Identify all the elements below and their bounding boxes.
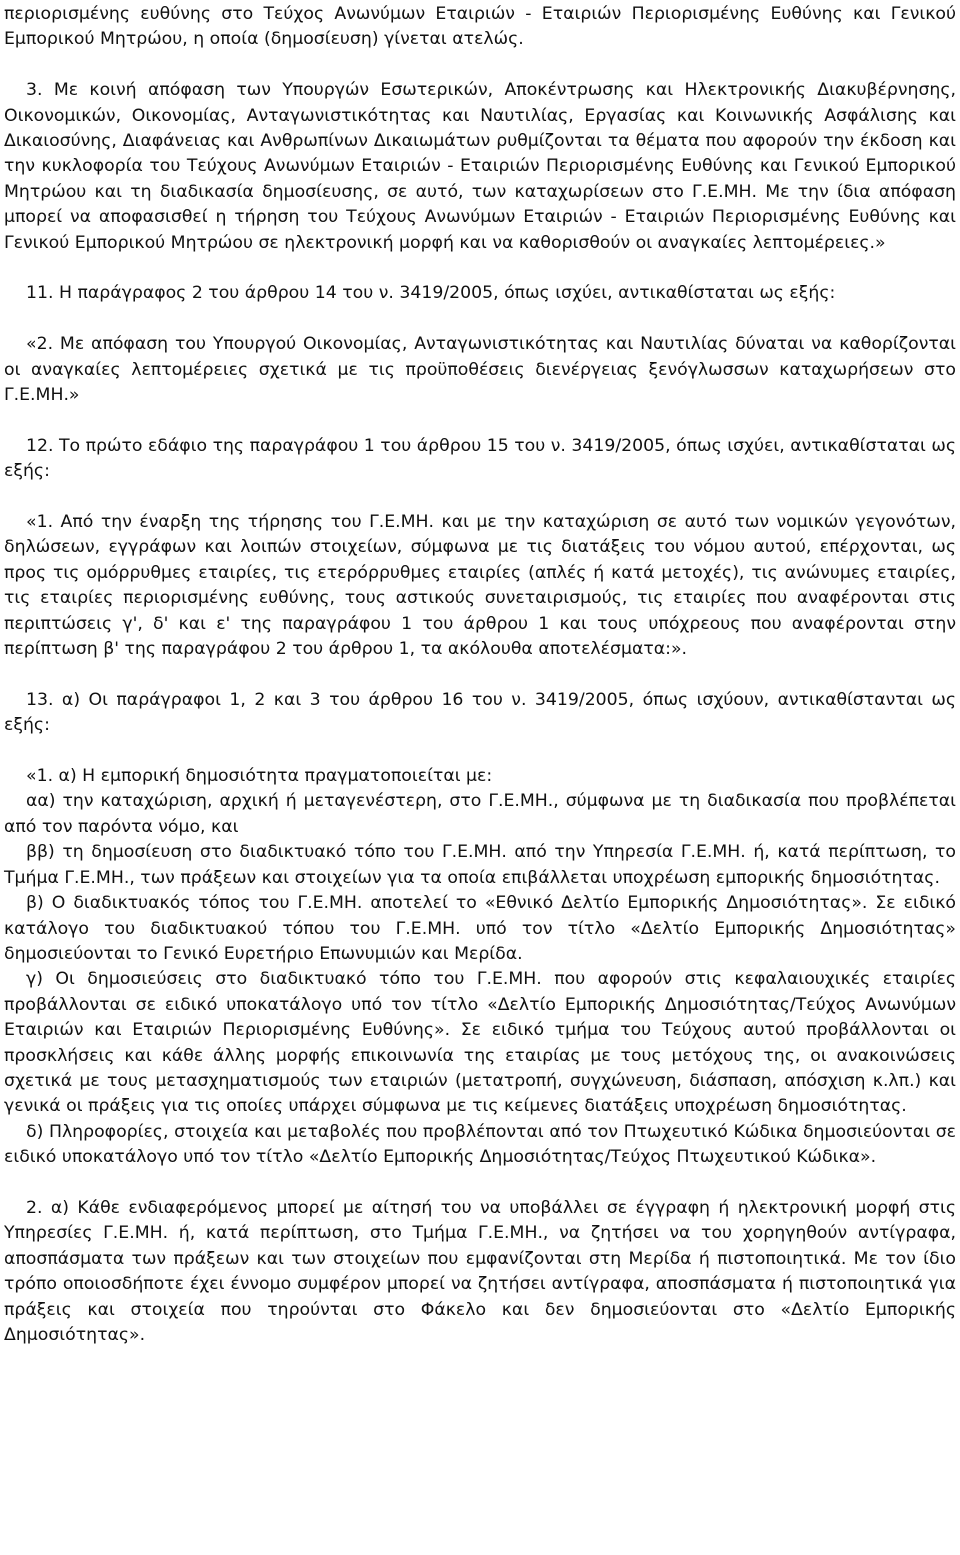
paragraph-13-b: β) Ο διαδικτυακός τόπος του Γ.Ε.ΜΗ. αποτελεί το «Εθνικό Δελτίο Εμπορικής Δημοσιότητας». Σε ειδικό κατάλογο του διαδικτυακού τόπου του Γ.Ε.ΜΗ. υπό τον τίτλο «Δελτίο Εμπορικής Δημοσιότητας» δημοσιεύονται το Γενικό Ευρετήριο Επωνυμιών και Μερίδα. [4, 893, 956, 964]
paragraph-3: 3. Με κοινή απόφαση των Υπουργών Εσωτερικών, Αποκέντρωσης και Ηλεκτρονικής Διακυβέρνησης, Οικονομικών, Οικονομίας, Ανταγωνιστικότητας και Ναυτιλίας, Εργασίας και Κοινωνικής Ασφάλισης και Δικαιοσύνης, Διαφάνειας και Ανθρωπίνων Δικαιωμάτων ρυθμίζονται τα θέματα που αφορούν την έκδοση και την κυκλοφορία του Τεύχους Ανωνύμων Εταιριών - Εταιριών Περιορισμένης Ευθύνης και Γενικού Εμπορικού Μητρώου και τη διαδικασία δημοσίευσης, σε αυτό, των καταχωρίσεων στο Γ.Ε.ΜΗ. Με την ίδια απόφαση μπορεί να αποφασισθεί η τήρηση του Τεύχους Ανωνύμων Εταιριών - Εταιριών Περιορισμένης Ευθύνης και Γενικού Εμπορικού Μητρώου σε ηλεκτρονική μορφή και να καθορισθούν οι αναγκαίες λεπτομέρειες.» [4, 80, 956, 253]
paragraph-13-c: γ) Οι δημοσιεύσεις στο διαδικτυακό τόπο του Γ.Ε.ΜΗ. που αφορούν στις κεφαλαιουχικές εταιρίες προβάλλονται σε ειδικό υποκατάλογο υπό τον τίτλο «Δελτίο Εμπορικής Δημοσιότητας/Τεύχος Ανωνύμων Εταιριών και Εταιριών Περιορισμένης Ευθύνης». Σε ειδικό τμήμα του Τεύχους αυτού προβάλλονται οι προσκλήσεις και κάθε άλλης μορφής επικοινωνία της εταιρίας με τους μετόχους της, οι ανακοινώσεις σχετικά με τους μετασχηματισμούς των εταιριών (μετατροπή, συγχώνευση, διάσπαση, απόσχιση κ.λπ.) και γενικά οι πράξεις για τις οποίες υπάρχει σύμφωνα με τις κείμενες διατάξεις υποχρέωση δημοσιότητας. [4, 969, 956, 1117]
paragraph-quote-1: «1. Από την έναρξη της τήρησης του Γ.Ε.ΜΗ. και με την καταχώριση σε αυτό των νομικών γεγονότων, δηλώσεων, εγγράφων και λοιπών στοιχείων, σύμφωνα με τις διατάξεις του νόμου αυτού, επέρχονται, ως προς τις ομόρρυθμες εταιρίες, τις ετερόρρυθμες εταιρίες (απλές ή κατά μετοχές), τις ανώνυμες εταιρίες, τις εταιρίες περιορισμένης ευθύνης, τους αστικούς συνεταιρισμούς, τις εταιρίες που αναφέρονται στις περιπτώσεις γ', δ' και ε' της παραγράφου 1 του άρθρου 1 και τους υπόχρεους που αναφέρονται στην περίπτωση β' της παραγράφου 2 του άρθρου 1, τα ακόλουθα αποτελέσματα:». [4, 512, 956, 660]
paragraph-11: 11. Η παράγραφος 2 του άρθρου 14 του ν. 3419/2005, όπως ισχύει, αντικαθίσταται ως εξής: [26, 283, 836, 304]
paragraph-13: 13. α) Οι παράγραφοι 1, 2 και 3 του άρθρου 16 του ν. 3419/2005, όπως ισχύουν, αντικαθίστανται ως εξής: [4, 689, 956, 736]
paragraph-continuation: περιορισμένης ευθύνης στο Τεύχος Ανωνύμων Εταιριών - Εταιριών Περιορισμένης Ευθύνης και Γενικού Εμπορικού Μητρώου, η οποία (δημοσίευση) γίνεται ατελώς. [4, 4, 956, 50]
paragraph-13-d: δ) Πληροφορίες, στοιχεία και μεταβολές που προβλέπονται από τον Πτωχευτικό Κώδικα δημοσιεύονται σε ειδικό υποκατάλογο υπό τον τίτλο «Δελτίο Εμπορικής Δημοσιότητας/Τεύχος Πτωχευτικού Κώδικα». [4, 1121, 956, 1168]
paragraph-2a: 2. α) Κάθε ενδιαφερόμενος μπορεί με αίτησή του να υποβάλλει σε έγγραφη ή ηλεκτρονική μορφή στις Υπηρεσίες Γ.Ε.ΜΗ. ή, κατά περίπτωση, στο Τμήμα Γ.Ε.ΜΗ., να ζητήσει να του χορηγηθούν αντίγραφα, αποσπάσματα των πράξεων και των στοιχείων που εμφανίζονται στη Μερίδα ή πιστοποιητικά. Με τον ίδιο τρόπο οποιοσδήποτε έχει έννομο συμφέρον μπορεί να ζητήσει αντίγραφα, αποσπάσματα ή πιστοποιητικά για πράξεις και στοιχεία που τηρούνται στο Φάκελο και δεν δημοσιεύονται στο «Δελτίο Εμπορικής Δημοσιότητας». [4, 1197, 956, 1345]
paragraph-13-1a: «1. α) Η εμπορική δημοσιότητα πραγματοποιείται με: [26, 766, 493, 787]
paragraph-13-bb: ββ) τη δημοσίευση στο διαδικτυακό τόπο του Γ.Ε.ΜΗ. από την Υπηρεσία Γ.Ε.ΜΗ. ή, κατά περίπτωση, το Τμήμα Γ.Ε.ΜΗ., των πράξεων και στοιχείων για τα οποία επιβάλλεται υποχρέωση εμπορικής δημοσιότητας. [4, 842, 956, 888]
paragraph-12: 12. Το πρώτο εδάφιο της παραγράφου 1 του άρθρου 15 του ν. 3419/2005, όπως ισχύει, αντικαθίσταται ως εξής: [4, 435, 956, 482]
paragraph-13-aa: αα) την καταχώριση, αρχική ή μεταγενέστερη, στο Γ.Ε.ΜΗ., σύμφωνα με τη διαδικασία που προβλέπεται από τον παρόντα νόμο, και [4, 791, 956, 837]
paragraph-quote-2: «2. Με απόφαση του Υπουργού Οικονομίας, Ανταγωνιστικότητας και Ναυτιλίας δύναται να καθορίζονται οι αναγκαίες λεπτομέρειες σχετικά με τις προϋποθέσεις διενέργειας ξενόγλωσσων καταχωρήσεων στο Γ.Ε.ΜΗ.» [4, 334, 956, 406]
